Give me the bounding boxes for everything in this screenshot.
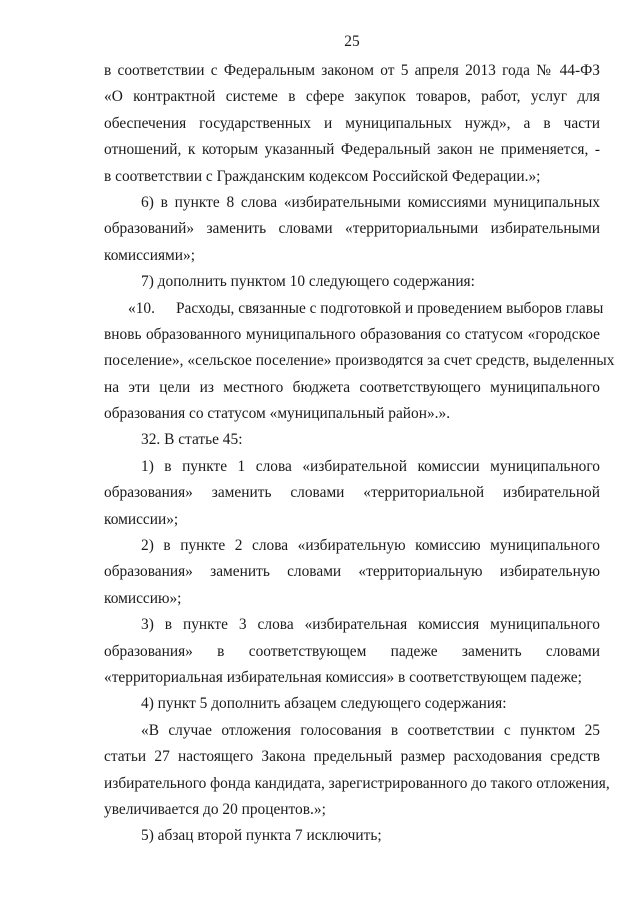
text-line: избирательного фонда кандидата, зарегистрированного до такого отложения, (104, 774, 610, 792)
text-line: «территориальная избирательная комиссия» в соответствующем падеже; (104, 668, 582, 686)
text-line: 3) в пункте 3 слова «избирательная комиссия муниципального (141, 616, 600, 634)
text-line: в соответствии с Гражданским кодексом Российской Федерации.»; (104, 167, 541, 185)
text-line: 6) в пункте 8 слова «избирательными комиссиями муниципальных (141, 193, 600, 211)
text-line: 4) пункт 5 дополнить абзацем следующего содержания: (141, 695, 507, 713)
text-line: образований» заменить словами «территориальными избирательными (104, 220, 600, 238)
text-line: 1) в пункте 1 слова «избирательной комиссии муниципального (141, 457, 600, 475)
text-line: «О контрактной системе в сфере закупок товаров, работ, услуг для (104, 88, 600, 106)
document-body (104, 58, 615, 850)
text-line: образования со статусом «муниципальный район».». (104, 405, 451, 423)
text-line: в соответствии с Федеральным законом от 5 апреля 2013 года № 44-ФЗ (104, 62, 600, 79)
text-line: обеспечения государственных и муниципальных нужд», а в части (104, 114, 600, 132)
text-line: образования» в соответствующем падеже заменить словами (104, 642, 600, 660)
text-line: образования» заменить словами «территориальную избирательную (104, 563, 600, 581)
text-line: отношений, к которым указанный Федеральный закон не применяется, - (104, 141, 600, 159)
text-line: 5) абзац второй пункта 7 исключить; (141, 827, 382, 845)
text-line: 32. В статье 45: (141, 431, 243, 449)
page-number: 25 (344, 33, 360, 50)
text-line: поселение», «сельское поселение» производятся за счет средств, выделенных (104, 352, 615, 370)
text-line: вновь образованного муниципального образования со статусом «городское (104, 325, 600, 343)
text-line: на эти цели из местного бюджета соответствующего муниципального (104, 378, 600, 396)
text-line: комиссию»; (104, 589, 182, 607)
text-line: 7) дополнить пунктом 10 следующего содержания: (141, 273, 475, 291)
text-line: «В случае отложения голосования в соответствии с пунктом 25 (141, 721, 600, 739)
text-line: 2) в пункте 2 слова «избирательную комиссию муниципального (141, 537, 600, 555)
text-line: комиссиями»; (104, 246, 195, 264)
text-line: увеличивается до 20 процентов.»; (104, 800, 326, 818)
text-line: статьи 27 настоящего Закона предельный размер расходования средств (104, 748, 600, 766)
text-line: образования» заменить словами «территориальной избирательной (104, 484, 600, 502)
text-line: комиссии»; (104, 510, 179, 528)
text-line: «10. Расходы, связанные с подготовкой и проведением выборов главы (128, 299, 604, 317)
